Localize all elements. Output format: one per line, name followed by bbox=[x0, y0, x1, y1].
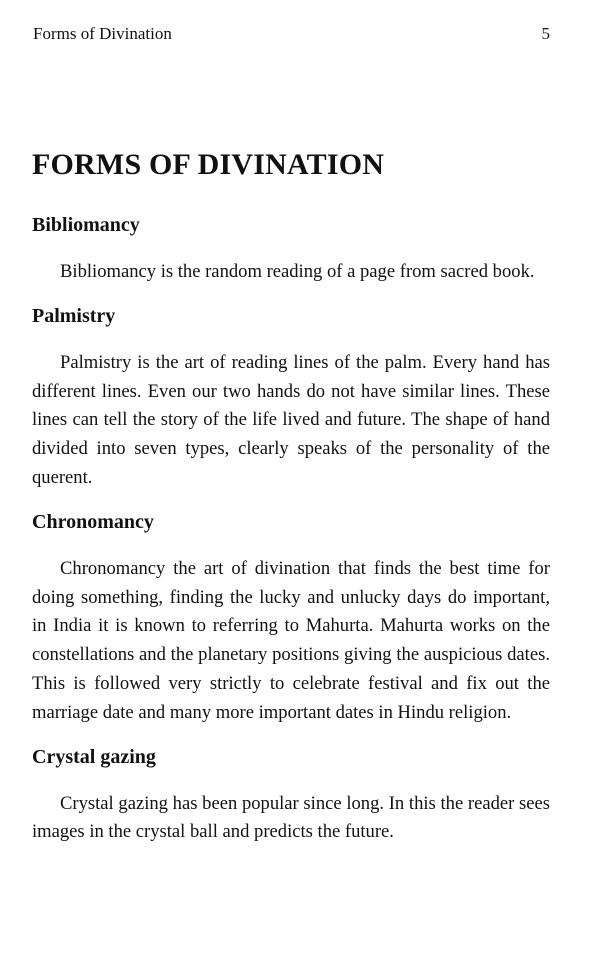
section-chronomancy bbox=[32, 505, 550, 728]
section-heading: Palmistry bbox=[32, 304, 116, 327]
section-paragraph: Crystal gazing has been popular since long. In this the reader sees images in the crystal ball and predicts the future. bbox=[32, 792, 550, 843]
section-heading: Chronomancy bbox=[32, 510, 154, 533]
chapter-title: FORMS OF DIVINATION bbox=[32, 148, 385, 181]
section-paragraph: Chronomancy the art of divination that finds the best time for doing something, finding the lucky and unlucky days do important, in India it is known to referring to Mahurta. Mahurta works on the constellations and the planetary positions giving the auspicious dates. This is followed very strictly to celebrate festival and fix out the marriage date and many more important dates in Hindu religion. bbox=[32, 557, 550, 723]
section-palmistry bbox=[32, 299, 550, 493]
section-heading: Bibliomancy bbox=[32, 214, 140, 236]
running-header bbox=[33, 24, 550, 48]
chapter-content bbox=[32, 208, 550, 859]
section-bibliomancy bbox=[32, 208, 550, 287]
running-title: Forms of Divination bbox=[33, 24, 172, 43]
section-paragraph: Palmistry is the art of reading lines of the palm. Every hand has different lines. Even our two hands do not have similar lines. These lines can tell the story of the life lived and future. The shape of hand divided into seven types, clearly speaks of the personality of the querent. bbox=[32, 351, 550, 488]
section-heading: Crystal gazing bbox=[32, 745, 156, 768]
section-crystal-gazing bbox=[32, 740, 550, 848]
page-number: 5 bbox=[541, 24, 550, 43]
section-paragraph: Bibliomancy is the random reading of a page from sacred book. bbox=[60, 261, 535, 282]
